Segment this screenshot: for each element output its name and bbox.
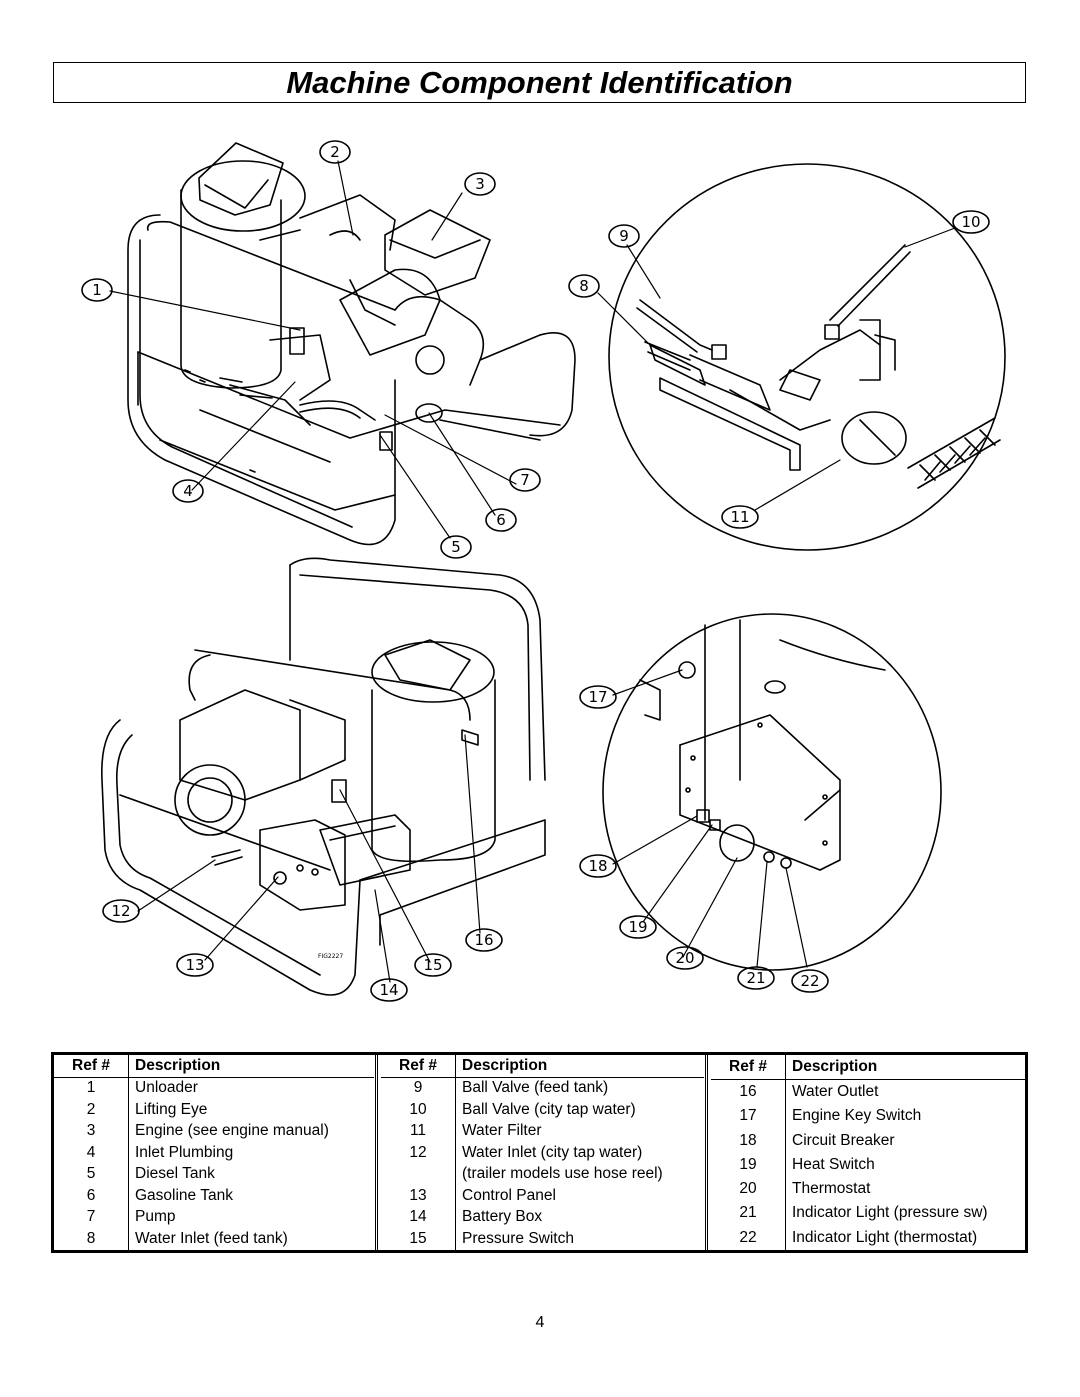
description-cell: Heat Switch xyxy=(792,1155,875,1173)
callout-9 xyxy=(609,225,639,247)
figure-tag: FIG2227 xyxy=(318,953,344,960)
ref-cell: 18 xyxy=(711,1129,786,1153)
callout-22 xyxy=(792,970,828,992)
ref-cell: 15 xyxy=(381,1228,456,1250)
description-cell: Engine Key Switch xyxy=(792,1107,922,1125)
table-row xyxy=(54,1164,374,1186)
callout-7 xyxy=(510,469,540,491)
callout-21 xyxy=(738,967,774,989)
ref-cell: 5 xyxy=(54,1164,129,1186)
page-title: Machine Component Identification xyxy=(286,64,793,100)
ref-cell: 16 xyxy=(711,1080,786,1105)
description-cell: Water Inlet (feed tank) xyxy=(135,1229,288,1247)
callout-18 xyxy=(580,855,616,877)
callout-label: 10 xyxy=(961,213,981,231)
description-cell: Water Outlet xyxy=(792,1083,879,1101)
control-detail-view xyxy=(603,614,941,970)
ref-cell: 4 xyxy=(54,1142,129,1164)
callout-10 xyxy=(953,211,989,233)
table-row xyxy=(381,1164,704,1186)
ref-header: Ref # xyxy=(711,1055,786,1080)
table-row xyxy=(54,1228,374,1250)
callout-label: 2 xyxy=(330,143,340,161)
callout-1 xyxy=(82,279,112,301)
callout-label: 19 xyxy=(628,918,648,936)
ref-cell: 3 xyxy=(54,1121,129,1143)
description-header: Description xyxy=(456,1055,705,1077)
table-row xyxy=(54,1099,374,1121)
description-cell: Battery Box xyxy=(462,1208,543,1226)
table-row xyxy=(54,1207,374,1229)
table-row xyxy=(381,1207,704,1229)
ref-cell: 22 xyxy=(711,1226,786,1250)
description-cell: Engine (see engine manual) xyxy=(135,1122,329,1140)
description-cell: Inlet Plumbing xyxy=(135,1143,234,1161)
description-cell: Unloader xyxy=(135,1079,198,1097)
description-cell: Pump xyxy=(135,1208,176,1226)
ref-cell: 14 xyxy=(381,1207,456,1229)
description-header: Description xyxy=(786,1055,1026,1080)
ref-cell: 13 xyxy=(381,1185,456,1207)
description-cell: Control Panel xyxy=(462,1186,556,1204)
callout-bubbles xyxy=(82,141,989,1001)
ref-cell: 11 xyxy=(381,1121,456,1143)
callout-label: 15 xyxy=(423,956,443,974)
callout-17 xyxy=(580,686,616,708)
table-row xyxy=(381,1142,704,1164)
table-row xyxy=(54,1077,374,1099)
callout-label: 7 xyxy=(520,471,530,489)
callout-12 xyxy=(103,900,139,922)
table-row xyxy=(711,1226,1025,1250)
table-row xyxy=(711,1080,1025,1105)
legend-column-2 xyxy=(381,1055,704,1250)
callout-label: 6 xyxy=(496,511,506,529)
component-legend xyxy=(51,1052,1028,1253)
ref-cell: 20 xyxy=(711,1177,786,1201)
table-row xyxy=(381,1077,704,1099)
callout-label: 3 xyxy=(475,175,485,193)
table-row xyxy=(711,1105,1025,1129)
callout-2 xyxy=(320,141,350,163)
ref-header: Ref # xyxy=(381,1055,456,1077)
table-row xyxy=(54,1142,374,1164)
description-cell: Water Inlet (city tap water) xyxy=(462,1143,643,1161)
description-cell: Water Filter xyxy=(462,1122,542,1140)
callout-label: 21 xyxy=(746,969,766,987)
ref-cell: 21 xyxy=(711,1202,786,1226)
callout-label: 1 xyxy=(92,281,102,299)
callout-label: 13 xyxy=(185,956,205,974)
callout-label: 16 xyxy=(474,931,494,949)
description-header: Description xyxy=(129,1055,375,1077)
table-row xyxy=(54,1121,374,1143)
ref-cell: 9 xyxy=(381,1077,456,1099)
ref-cell xyxy=(381,1164,456,1186)
ref-cell: 1 xyxy=(54,1077,129,1099)
valve-detail-view xyxy=(609,164,1005,550)
callout-20 xyxy=(667,947,703,969)
ref-cell: 19 xyxy=(711,1153,786,1177)
callout-19 xyxy=(620,916,656,938)
machine-front-view xyxy=(128,143,575,545)
description-cell: Ball Valve (city tap water) xyxy=(462,1100,636,1118)
table-row xyxy=(381,1228,704,1250)
callout-label: 18 xyxy=(588,857,608,875)
callout-label: 5 xyxy=(451,538,461,556)
legend-column-3 xyxy=(711,1055,1025,1250)
callout-4 xyxy=(173,480,203,502)
ref-cell: 7 xyxy=(54,1207,129,1229)
table-row xyxy=(381,1099,704,1121)
legend-column-1 xyxy=(54,1055,374,1250)
callout-label: 14 xyxy=(379,981,399,999)
description-cell: Ball Valve (feed tank) xyxy=(462,1079,609,1097)
callout-3 xyxy=(465,173,495,195)
table-row xyxy=(711,1129,1025,1153)
description-cell: Indicator Light (pressure sw) xyxy=(792,1204,988,1222)
description-cell: Pressure Switch xyxy=(462,1229,574,1247)
description-cell: Circuit Breaker xyxy=(792,1131,895,1149)
table-row xyxy=(711,1153,1025,1177)
ref-cell: 6 xyxy=(54,1185,129,1207)
description-cell: Diesel Tank xyxy=(135,1165,215,1183)
column-divider xyxy=(375,1055,378,1250)
callout-15 xyxy=(415,954,451,976)
table-row xyxy=(381,1121,704,1143)
description-cell: Thermostat xyxy=(792,1180,871,1198)
table-row xyxy=(711,1202,1025,1226)
callout-label: 8 xyxy=(579,277,589,295)
ref-cell: 12 xyxy=(381,1142,456,1164)
callout-6 xyxy=(486,509,516,531)
ref-cell: 10 xyxy=(381,1099,456,1121)
callout-label: 12 xyxy=(111,902,131,920)
description-cell: (trailer models use hose reel) xyxy=(462,1165,663,1183)
callout-13 xyxy=(177,954,213,976)
callout-16 xyxy=(466,929,502,951)
page-number: 4 xyxy=(535,1314,545,1331)
table-row xyxy=(711,1177,1025,1201)
callout-8 xyxy=(569,275,599,297)
ref-cell: 8 xyxy=(54,1228,129,1250)
callout-11 xyxy=(722,506,758,528)
callout-label: 11 xyxy=(730,508,750,526)
callout-label: 4 xyxy=(183,482,193,500)
description-cell: Lifting Eye xyxy=(135,1100,208,1118)
table-row xyxy=(54,1185,374,1207)
callout-14 xyxy=(371,979,407,1001)
column-divider xyxy=(705,1055,708,1250)
callout-label: 17 xyxy=(588,688,608,706)
callout-label: 20 xyxy=(675,949,695,967)
description-cell: Gasoline Tank xyxy=(135,1186,233,1204)
table-row xyxy=(381,1185,704,1207)
ref-cell: 17 xyxy=(711,1105,786,1129)
callout-label: 22 xyxy=(800,972,820,990)
description-cell: Indicator Light (thermostat) xyxy=(792,1228,978,1246)
ref-cell: 2 xyxy=(54,1099,129,1121)
ref-header: Ref # xyxy=(54,1055,129,1077)
callout-5 xyxy=(441,536,471,558)
callout-label: 9 xyxy=(619,227,629,245)
